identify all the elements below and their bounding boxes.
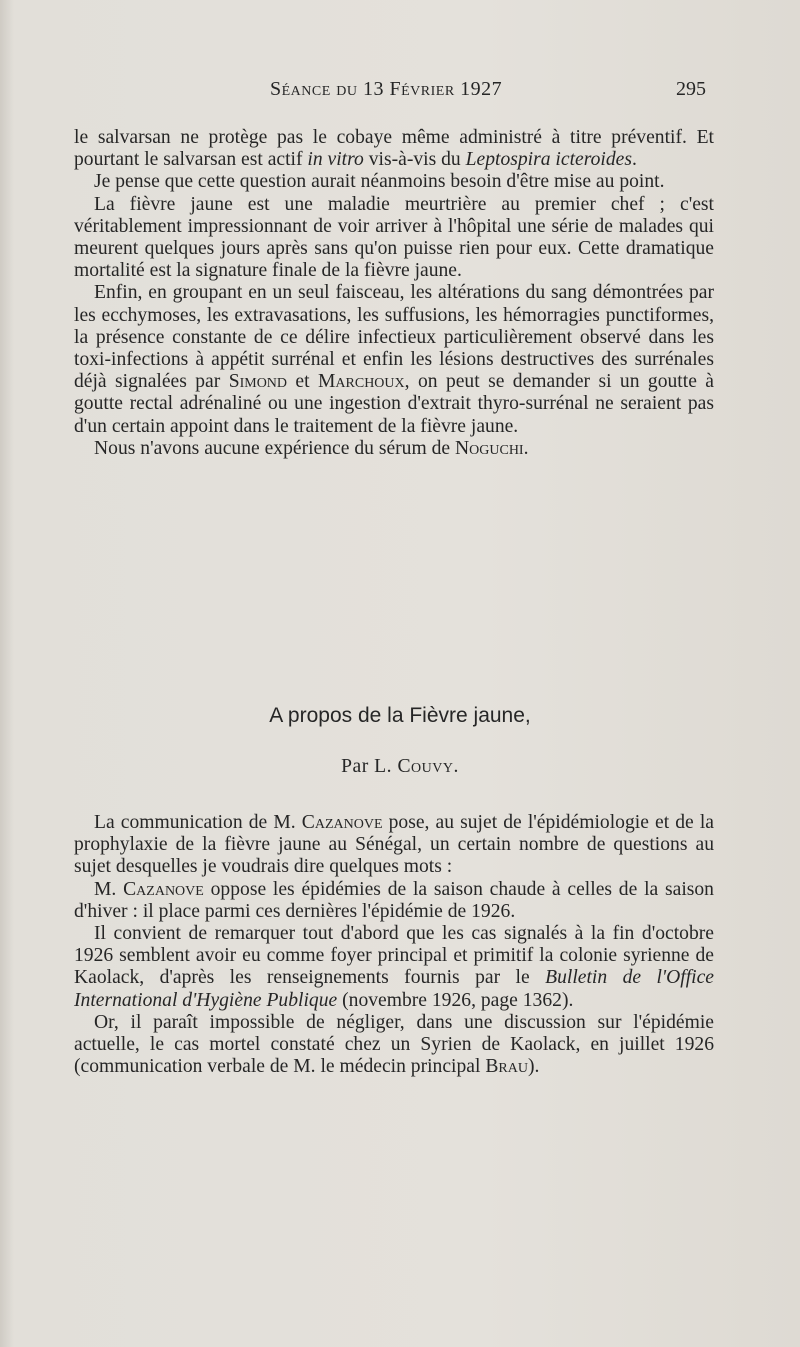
paragraph: Nous n'avons aucune expérience du sérum de Noguchi. (94, 437, 529, 459)
bottom-text-block (74, 812, 714, 1078)
paragraph: La communication de M. Cazanove pose, au sujet de l'épidémiologie et de la prophylaxie de la fièvre jaune au Sénégal, un certain nombre de questions au sujet desquelles je voudrais dire quelques mots : (74, 812, 714, 878)
page-header (0, 78, 800, 110)
page-number: 295 (676, 78, 706, 100)
paragraph: Il convient de remarquer tout d'abord que les cas signalés à la fin d'octobre 1926 semblent avoir eu comme foyer principal et primitif la colonie syrienne de Kaolack, d'après les renseignements fournis par le Bulletin de l'Office International d'Hygiène Publique (novembre 1926, page 1362). (74, 923, 714, 1011)
paragraph: La fièvre jaune est une maladie meurtrière au premier chef ; c'est véritablement impressionnant de voir arriver à l'hôpital une série de malades qui meurent quelques jours après sans qu'on puisse rien pour eux. Cette dramatique mortalité est la signature finale de la fièvre jaune. (74, 193, 714, 282)
section-title: A propos de la Fièvre jaune, (269, 704, 531, 727)
top-text-block (74, 127, 714, 460)
running-title: Séance du 13 Février 1927 (270, 78, 503, 100)
paragraph: M. Cazanove oppose les épidémies de la saison chaude à celles de la saison d'hiver : il place parmi ces dernières l'épidémie de 1926. (74, 878, 714, 922)
paragraph: Je pense que cette question aurait néanmoins besoin d'être mise au point. (94, 171, 665, 193)
paragraph: Or, il paraît impossible de négliger, dans une discussion sur l'épidémie actuelle, le cas mortel constaté chez un Syrien de Kaolack, en juillet 1926 (communication verbale de M. le médecin principal Brau). (74, 1011, 714, 1078)
paragraph: Enfin, en groupant en un seul faisceau, les altérations du sang démontrées par les ecchymoses, les extravasations, les suffusions, les hémorragies punctiformes, la présence constante de ce délire infectieux particulièrement observé dans les toxi-infections à appétit surrénal et enfin les lésions destructives des surrénales déjà signalées par Simond et Marchoux, on peut se demander si un goutte à goutte rectal adrénaliné ou une ingestion d'extrait thyro-surrénal ne seraient pas d'un certain appoint dans le traitement de la fièvre jaune. (74, 282, 714, 437)
author-byline: Par L. Couvy. (341, 756, 459, 777)
paragraph: le salvarsan ne protège pas le cobaye même administré à titre préventif. Et pourtant le salvarsan est actif in vitro vis-à-vis du Leptospira icteroides. (74, 127, 714, 171)
